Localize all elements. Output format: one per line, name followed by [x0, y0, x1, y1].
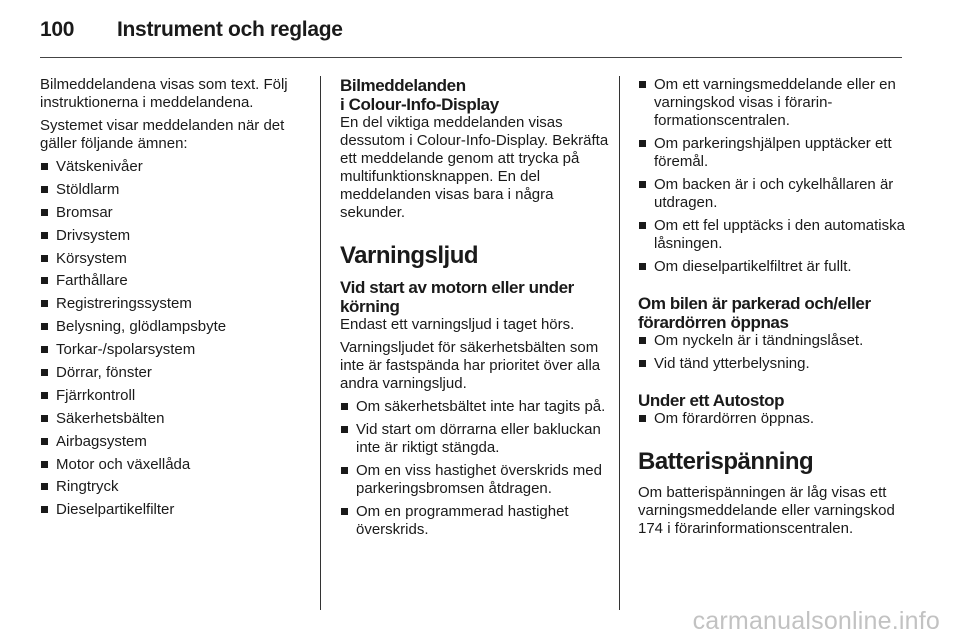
square-bullet-icon — [41, 483, 48, 490]
square-bullet-icon — [41, 506, 48, 513]
column-3 — [638, 76, 906, 543]
list-item: Om parkeringshjälpen upptäcker ett föremål. — [638, 135, 906, 171]
square-bullet-icon — [41, 209, 48, 216]
list-item: Om en programmerad hastighet överskrids. — [340, 503, 612, 539]
square-bullet-icon — [639, 263, 646, 270]
square-bullet-icon — [41, 277, 48, 284]
square-bullet-icon — [341, 426, 348, 433]
list-item: Om en viss hastighet överskrids med parkeringsbromsen åtdragen. — [340, 462, 612, 498]
square-bullet-icon — [41, 255, 48, 262]
list-item: Dörrar, fönster — [40, 364, 312, 382]
chime-conditions-list-continued — [638, 76, 906, 276]
list-item: Farthållare — [40, 272, 312, 290]
list-item: Fjärrkontroll — [40, 387, 312, 405]
page-number: 100 — [40, 18, 75, 41]
parked-door-open-heading: Om bilen är parkerad och/eller förardörren öppnas — [638, 294, 871, 332]
square-bullet-icon — [41, 415, 48, 422]
seatbelt-priority-paragraph: Varningsljudet för säkerhetsbälten som inte är fastspända har prioritet över alla andra varningsljud. — [340, 339, 601, 392]
page-header — [0, 0, 960, 56]
list-item: Drivsystem — [40, 227, 312, 245]
warning-chimes-section-title: Varningsljud — [340, 242, 479, 269]
autostop-conditions-list — [638, 410, 906, 428]
list-item: Om nyckeln är i tändningslåset. — [638, 332, 906, 350]
square-bullet-icon — [639, 140, 646, 147]
square-bullet-icon — [639, 81, 646, 88]
battery-voltage-section-title: Batterispänning — [638, 448, 814, 475]
display-messages-heading: Bilmeddelanden i Colour-Info-Display — [340, 76, 499, 114]
list-item: Om backen är i och cykelhållaren är utdragen. — [638, 176, 906, 212]
square-bullet-icon — [41, 163, 48, 170]
square-bullet-icon — [41, 323, 48, 330]
list-item: Airbagsystem — [40, 433, 312, 451]
list-item: Torkar-/spolarsystem — [40, 341, 312, 359]
start-driving-subheading: Vid start av motorn eller under körning — [340, 278, 574, 316]
list-item: Om ett fel upptäcks i den automatiska låsningen. — [638, 217, 906, 253]
square-bullet-icon — [639, 337, 646, 344]
list-item: Om säkerhetsbältet inte har tagits på. — [340, 398, 612, 416]
list-item: Om ett varningsmeddelande eller en varningskod visas i förarinformationscentralen. — [638, 76, 906, 130]
square-bullet-icon — [41, 369, 48, 376]
display-messages-paragraph: En del viktiga meddelanden visas dessutom i Colour-Info-Display. Bekräfta ett meddelande genom att trycka på multifunktionsknappen. En del meddelanden visas bara i några sekunder. — [340, 114, 609, 221]
list-item: Stöldlarm — [40, 181, 312, 199]
list-item: Dieselpartikelfilter — [40, 501, 312, 519]
watermark: carmanualsonline.info — [692, 607, 940, 635]
list-item: Registreringssystem — [40, 295, 312, 313]
square-bullet-icon — [41, 461, 48, 468]
list-item: Säkerhetsbälten — [40, 410, 312, 428]
list-item: Belysning, glödlampsbyte — [40, 318, 312, 336]
square-bullet-icon — [41, 300, 48, 307]
column-divider-1 — [320, 76, 321, 610]
list-item: Vid start om dörrarna eller bakluckan inte är riktigt stängda. — [340, 421, 612, 457]
column-divider-2 — [619, 76, 620, 610]
square-bullet-icon — [341, 467, 348, 474]
parked-conditions-list — [638, 332, 906, 373]
list-item: Ringtryck — [40, 478, 312, 496]
topics-intro-paragraph: Systemet visar meddelanden när det gäller följande ämnen: — [40, 117, 285, 152]
square-bullet-icon — [639, 415, 646, 422]
autostop-heading: Under ett Autostop — [638, 391, 785, 410]
square-bullet-icon — [639, 181, 646, 188]
list-item: Motor och växellåda — [40, 456, 312, 474]
square-bullet-icon — [41, 392, 48, 399]
topics-list — [40, 158, 312, 519]
intro-paragraph: Bilmeddelandena visas som text. Följ instruktionerna i meddelandena. — [40, 76, 288, 111]
square-bullet-icon — [639, 360, 646, 367]
column-1 — [40, 76, 312, 524]
page-title: Instrument och reglage — [117, 18, 343, 41]
square-bullet-icon — [41, 346, 48, 353]
list-item: Vätskenivåer — [40, 158, 312, 176]
list-item: Vid tänd ytterbelysning. — [638, 355, 906, 373]
square-bullet-icon — [41, 232, 48, 239]
square-bullet-icon — [639, 222, 646, 229]
list-item: Körsystem — [40, 250, 312, 268]
square-bullet-icon — [41, 438, 48, 445]
list-item: Om förardörren öppnas. — [638, 410, 906, 428]
square-bullet-icon — [341, 403, 348, 410]
column-2 — [340, 76, 612, 544]
list-item: Om dieselpartikelfiltret är fullt. — [638, 258, 906, 276]
list-item: Bromsar — [40, 204, 312, 222]
header-divider — [40, 57, 902, 58]
battery-voltage-paragraph: Om batterispänningen är låg visas ett varningsmeddelande eller varningskod 174 i förarinformationscentralen. — [638, 484, 895, 537]
square-bullet-icon — [41, 186, 48, 193]
single-chime-paragraph: Endast ett varningsljud i taget hörs. — [340, 316, 575, 333]
square-bullet-icon — [341, 508, 348, 515]
chime-conditions-list — [340, 398, 612, 539]
